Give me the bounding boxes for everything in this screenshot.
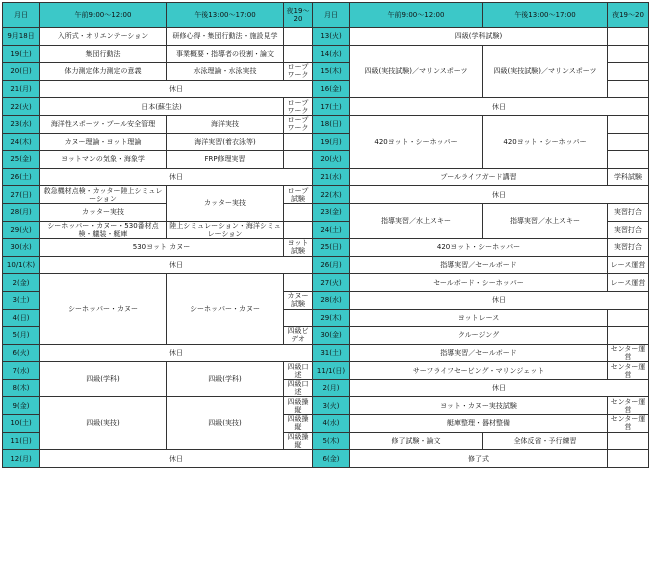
header-afternoon: 午後13:00～17:00 xyxy=(167,3,284,28)
morning-cell: 420ヨット・シーホッパー xyxy=(350,115,483,168)
date-cell: 30(水) xyxy=(3,239,40,257)
evening-cell: 四級口述 xyxy=(284,362,313,380)
date-cell: 4(日) xyxy=(3,309,40,327)
evening-cell xyxy=(284,221,313,239)
date-cell: 2(月) xyxy=(313,379,350,397)
afternoon-cell: 四級(学科) xyxy=(167,362,284,397)
evening-cell xyxy=(608,327,649,345)
evening-cell xyxy=(608,133,649,151)
date-cell: 27(火) xyxy=(313,274,350,292)
date-cell: 6(火) xyxy=(3,344,40,362)
holiday-cell: 休日 xyxy=(350,379,649,397)
morning-cell: 入所式・オリエンテーション xyxy=(40,28,167,46)
date-cell: 8(木) xyxy=(3,379,40,397)
date-cell: 3(火) xyxy=(313,397,350,415)
date-cell: 9(金) xyxy=(3,397,40,415)
date-cell: 5(月) xyxy=(3,327,40,345)
header-evening-right: 夜19～20 xyxy=(608,3,649,28)
evening-cell: 四級操縦 xyxy=(284,432,313,450)
evening-cell xyxy=(608,28,649,46)
morning-cell: 海洋性スポーツ・プール安全管理 xyxy=(40,115,167,133)
morning-cell: 四級(学科) xyxy=(40,362,167,397)
header-morning-right: 午前9:00～12:00 xyxy=(350,3,483,28)
date-cell: 13(火) xyxy=(313,28,350,46)
date-cell: 11(日) xyxy=(3,432,40,450)
table-row xyxy=(3,186,649,204)
date-cell: 29(火) xyxy=(3,221,40,239)
afternoon-cell: FRP修理実習 xyxy=(167,151,284,169)
evening-cell xyxy=(608,80,649,98)
table-row xyxy=(3,274,649,292)
date-cell: 25(金) xyxy=(3,151,40,169)
allday-cell: 指導実習／セールボード xyxy=(350,344,608,362)
allday-cell: セールボード・シーホッパー xyxy=(350,274,608,292)
date-cell: 24(土) xyxy=(313,221,350,239)
afternoon-cell: 全体反省・予行練習 xyxy=(483,432,608,450)
date-cell: 7(水) xyxy=(3,362,40,380)
date-cell: 24(木) xyxy=(3,133,40,151)
header-month-day: 月日 xyxy=(3,3,40,28)
header-morning: 午前9:00～12:00 xyxy=(40,3,167,28)
evening-cell xyxy=(284,203,313,221)
table-row xyxy=(3,256,649,274)
allday-cell: 四級(学科試験) xyxy=(350,28,608,46)
date-cell: 29(木) xyxy=(313,309,350,327)
holiday-cell: 休日 xyxy=(40,450,313,468)
evening-cell xyxy=(608,63,649,81)
date-cell: 9月18日 xyxy=(3,28,40,46)
evening-cell: レース運営 xyxy=(608,256,649,274)
morning-cell: カッター実技 xyxy=(40,203,167,221)
date-cell: 20(日) xyxy=(3,63,40,81)
date-cell: 26(土) xyxy=(3,168,40,186)
evening-cell: 学科試験 xyxy=(608,168,649,186)
date-cell: 25(日) xyxy=(313,239,350,257)
date-cell: 31(土) xyxy=(313,344,350,362)
evening-cell: ロープ試験 xyxy=(284,186,313,204)
holiday-cell: 休日 xyxy=(350,98,649,116)
evening-cell: 四級操縦 xyxy=(284,397,313,415)
evening-cell: センター運営 xyxy=(608,344,649,362)
table-row xyxy=(3,450,649,468)
allday-cell: サーフライフセービング・マリンジェット xyxy=(350,362,608,380)
evening-cell: 実習打合 xyxy=(608,239,649,257)
table-row xyxy=(3,28,649,46)
table-row xyxy=(3,98,649,116)
morning-cell: 体力測定体力測定の意義 xyxy=(40,63,167,81)
afternoon-cell: シーホッパー・カヌー xyxy=(167,274,284,344)
evening-cell: 四級口述 xyxy=(284,379,313,397)
evening-cell: ロープワーク xyxy=(284,63,313,81)
afternoon-cell: 四級(実技試験)／マリンスポーツ xyxy=(483,45,608,98)
date-cell: 2(金) xyxy=(3,274,40,292)
evening-cell xyxy=(284,133,313,151)
date-cell: 12(月) xyxy=(3,450,40,468)
table-row xyxy=(3,397,649,415)
allday-cell: クルージング xyxy=(350,327,608,345)
afternoon-cell: 四級(実技) xyxy=(167,397,284,450)
evening-cell xyxy=(284,274,313,292)
evening-cell: ロープワーク xyxy=(284,98,313,116)
evening-cell xyxy=(608,432,649,450)
evening-cell: 実習打合 xyxy=(608,203,649,221)
afternoon-cell: カッター実技 xyxy=(167,186,284,221)
table-row xyxy=(3,344,649,362)
date-cell: 15(木) xyxy=(313,63,350,81)
evening-cell xyxy=(284,28,313,46)
header-evening: 夜19～20 xyxy=(284,3,313,28)
date-cell: 10(土) xyxy=(3,415,40,433)
afternoon-cell: 海洋実技 xyxy=(167,115,284,133)
morning-cell: シーホッパー・カヌー・530番材点検・艤装・艇庫 xyxy=(40,221,167,239)
afternoon-cell: 指導実習／水上スキー xyxy=(483,203,608,238)
allday-cell: 420ヨット・シーホッパー xyxy=(350,239,608,257)
holiday-cell: 休日 xyxy=(40,344,313,362)
date-cell: 20(火) xyxy=(313,151,350,169)
evening-cell: センター運営 xyxy=(608,415,649,433)
date-cell: 5(木) xyxy=(313,432,350,450)
evening-cell: 四級操縦 xyxy=(284,415,313,433)
date-cell: 26(月) xyxy=(313,256,350,274)
evening-cell xyxy=(284,151,313,169)
evening-cell xyxy=(608,45,649,63)
afternoon-cell: 水泳理論・水泳実技 xyxy=(167,63,284,81)
table-row xyxy=(3,115,649,133)
holiday-cell: 休日 xyxy=(350,291,649,309)
evening-cell xyxy=(608,115,649,133)
date-cell: 28(月) xyxy=(3,203,40,221)
morning-cell: 四級(実技) xyxy=(40,397,167,450)
table-row xyxy=(3,362,649,380)
morning-cell: 四級(実技試験)／マリンスポーツ xyxy=(350,45,483,98)
evening-cell: レース運営 xyxy=(608,274,649,292)
afternoon-cell: 420ヨット・シーホッパー xyxy=(483,115,608,168)
evening-cell xyxy=(608,309,649,327)
evening-cell xyxy=(284,309,313,327)
evening-cell: 四級ビデオ xyxy=(284,327,313,345)
date-cell: 18(日) xyxy=(313,115,350,133)
date-cell: 10/1(木) xyxy=(3,256,40,274)
morning-cell: 集団行動法 xyxy=(40,45,167,63)
date-cell: 21(水) xyxy=(313,168,350,186)
holiday-cell: 休日 xyxy=(40,80,313,98)
morning-cell: 修了試験・論文 xyxy=(350,432,483,450)
table-row xyxy=(3,168,649,186)
evening-cell: ヨット試験 xyxy=(284,239,313,257)
header-afternoon-right: 午後13:00～17:00 xyxy=(483,3,608,28)
date-cell: 23(水) xyxy=(3,115,40,133)
holiday-cell: 休日 xyxy=(40,168,313,186)
date-cell: 30(金) xyxy=(313,327,350,345)
morning-cell: 救急機材点検・カッター陸上シミュレーション xyxy=(40,186,167,204)
allday-cell: 530ヨット カヌー xyxy=(40,239,284,257)
morning-cell: カヌー理論・ヨット理論 xyxy=(40,133,167,151)
evening-cell: センター運営 xyxy=(608,397,649,415)
date-cell: 6(金) xyxy=(313,450,350,468)
date-cell: 22(火) xyxy=(3,98,40,116)
table-row xyxy=(3,203,649,221)
allday-cell: 艇庫整理・器材整備 xyxy=(350,415,608,433)
afternoon-cell: 海洋実習(着衣泳等) xyxy=(167,133,284,151)
allday-cell: 修了式 xyxy=(350,450,608,468)
evening-cell xyxy=(608,151,649,169)
evening-cell: ロープワーク xyxy=(284,115,313,133)
schedule-table xyxy=(2,2,649,468)
afternoon-cell: 陸上シミュレーション・海洋シミュレーション xyxy=(167,221,284,239)
allday-cell: ヨット・カヌー実技試験 xyxy=(350,397,608,415)
date-cell: 3(土) xyxy=(3,291,40,309)
table-row xyxy=(3,239,649,257)
date-cell: 28(水) xyxy=(313,291,350,309)
date-cell: 4(水) xyxy=(313,415,350,433)
allday-cell: 指導実習／セールボード xyxy=(350,256,608,274)
holiday-cell: 休日 xyxy=(350,186,649,204)
date-cell: 23(金) xyxy=(313,203,350,221)
header-row xyxy=(3,3,649,28)
date-cell: 19(月) xyxy=(313,133,350,151)
date-cell: 19(土) xyxy=(3,45,40,63)
morning-cell: 指導実習／水上スキー xyxy=(350,203,483,238)
date-cell: 21(月) xyxy=(3,80,40,98)
header-month-day-right: 月日 xyxy=(313,3,350,28)
evening-cell xyxy=(608,450,649,468)
afternoon-cell: 事業概要・指導者の役割・論文 xyxy=(167,45,284,63)
evening-cell: センター運営 xyxy=(608,362,649,380)
table-row xyxy=(3,45,649,63)
afternoon-cell: 研修心得・集団行動法・施設見学 xyxy=(167,28,284,46)
date-cell: 27(日) xyxy=(3,186,40,204)
allday-cell: ヨットレース xyxy=(350,309,608,327)
date-cell: 14(水) xyxy=(313,45,350,63)
date-cell: 11/1(日) xyxy=(313,362,350,380)
evening-cell xyxy=(284,45,313,63)
allday-cell: 日本(蘇生法) xyxy=(40,98,284,116)
morning-cell: ヨットマンの気象・海象学 xyxy=(40,151,167,169)
evening-cell: カヌー試験 xyxy=(284,291,313,309)
date-cell: 22(木) xyxy=(313,186,350,204)
evening-cell: 実習打合 xyxy=(608,221,649,239)
date-cell: 16(金) xyxy=(313,80,350,98)
holiday-cell: 休日 xyxy=(40,256,313,274)
allday-cell: プールライフガード講習 xyxy=(350,168,608,186)
morning-cell: シーホッパー・カヌー xyxy=(40,274,167,344)
date-cell: 17(土) xyxy=(313,98,350,116)
